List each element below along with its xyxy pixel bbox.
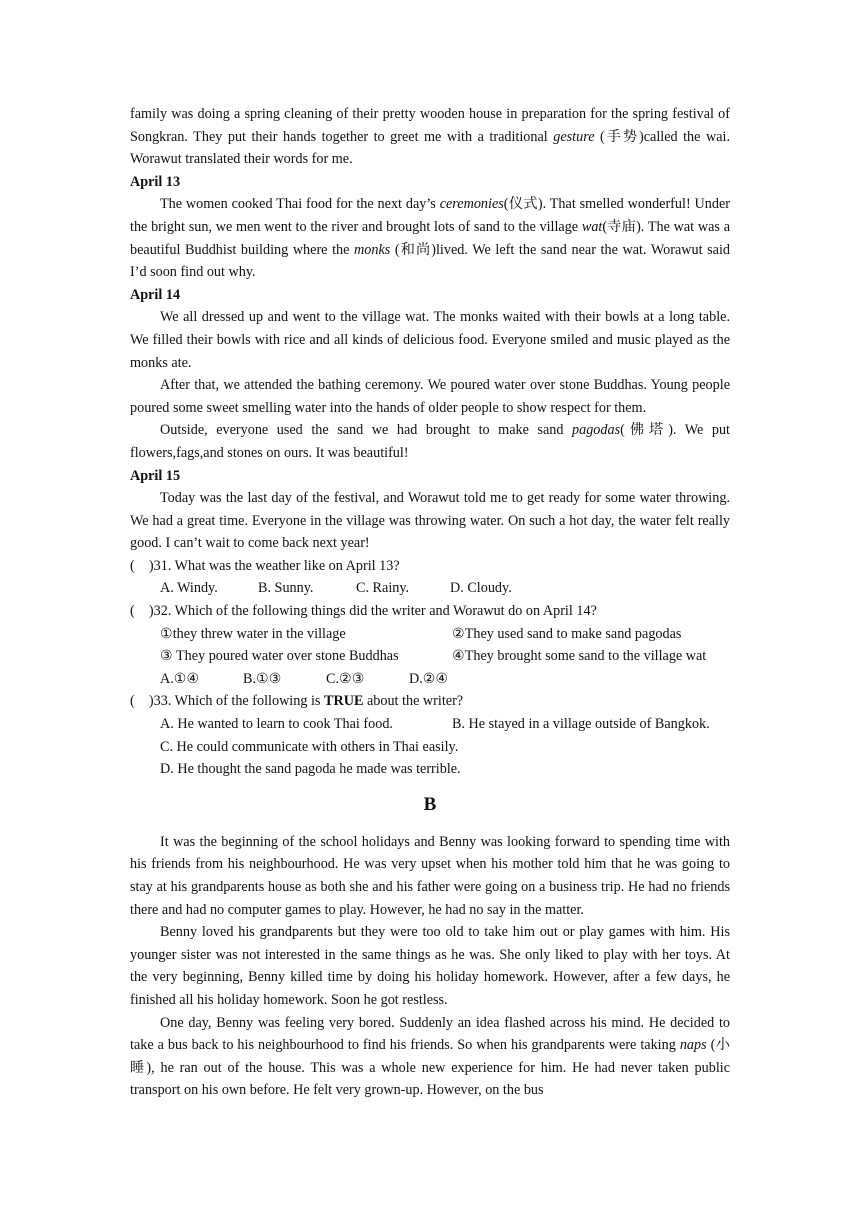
q33-stem-end: about the writer? — [363, 693, 464, 710]
text-run: One day, Benny was feeling very bored. Suddenly an idea flashed across his mind. He decided to take a bus back to his neighbourhood to find his friends. So when his grandparents were taking — [130, 1014, 730, 1054]
text-run: Benny loved his grandparents but they were too old to take him out or play games with him. His younger sister was not interested in the same things as he was. She only liked to play with her toys. At the very beginning, Benny killed time by doing his holiday homework. However, after a few days, he finished all his holiday homework. Soon he got restless. — [130, 924, 730, 1008]
text-run: family was doing a spring cleaning of their pretty wooden house in preparation for the spring festival of Songkran. They put their hands together to greet me with a traditional — [130, 106, 730, 145]
passage-b-paragraph — [130, 831, 730, 921]
q32-items-row-2 — [160, 645, 730, 668]
text-run: It was the beginning of the school holidays and Benny was looking forward to spending time with his friends from his neighbourhood. He was very upset when his mother told him that he was going to stay at his grandparents house as both she and his father were going on a business trip. He had no friends there and had no computer games to play. However, he had no say in the matter. — [130, 833, 730, 918]
italic-term: wat — [581, 218, 603, 235]
text-run: We all dressed up and went to the village wat. The monks waited with their bowls at a long table. We filled their bowls with rice and all kinds of delicious food. Everyone smiled and music played as the monks ate. — [130, 309, 730, 371]
diary-paragraph — [130, 374, 730, 419]
q33-option-d: D. He thought the sand pagoda he made was terrible. — [160, 761, 461, 778]
question-32-options — [160, 668, 730, 691]
diary-date: April 14 — [130, 286, 181, 303]
passage-a-intro — [130, 103, 730, 171]
q32-option-a: A.①④ — [160, 670, 200, 687]
text-run: (佛塔). We put flowers,fags,and stones on ours. It was beautiful! — [130, 422, 730, 461]
diary-entries — [130, 171, 730, 555]
diary-paragraph — [130, 193, 730, 283]
text-run: After that, we attended the bathing ceremony. We poured water over stone Buddhas. Young people poured some sweet smelling water into the hands of older people to show respect for them. — [130, 377, 730, 416]
italic-term: monks — [354, 241, 391, 258]
italic-term: gesture — [553, 128, 595, 145]
q31-option-a: A. Windy. — [160, 580, 218, 597]
text-run: (寺庙). The wat was a beautiful Buddhist building where the — [130, 218, 730, 258]
text-run: (小睡), he ran out of the house. This was a whole new experience for him. He had never taken public transport on his own before. He felt very grown-up. However, on the bus — [130, 1037, 730, 1099]
question-31-options — [160, 577, 730, 600]
question-32: ( )32. Which of the following things did the writer and Worawut do on April 14? — [130, 603, 597, 620]
q32-item-3: ③ They poured water over stone Buddhas — [160, 648, 399, 665]
italic-term: pagodas — [572, 422, 621, 439]
q32-item-2: ②They used sand to make sand pagodas — [452, 625, 682, 642]
document-page — [130, 103, 730, 1102]
diary-paragraph — [130, 487, 730, 555]
q31-option-d: D. Cloudy. — [450, 580, 512, 597]
q32-option-b: B.①③ — [243, 670, 282, 687]
text-run: Today was the last day of the festival, and Worawut told me to get ready for some water throwing. We had a great time. Everyone in the village was throwing water. On such a hot day, the water felt really good. I can’t wait to come back next year! — [130, 490, 730, 552]
q32-item-4: ④They brought some sand to the village wat — [452, 648, 707, 665]
text-run: (手势)called the wai. Worawut translated their words for me. — [130, 128, 730, 168]
q33-option-a: A. He wanted to learn to cook Thai food. — [160, 716, 393, 733]
text-run: (仪式). That smelled wonderful! Under the bright sun, we men went to the river and brought lots of sand to the village — [130, 196, 731, 235]
q31-option-b: B. Sunny. — [258, 580, 314, 597]
question-33 — [130, 690, 730, 713]
q32-item-1: ①they threw water in the village — [160, 625, 346, 642]
diary-date: April 13 — [130, 173, 181, 190]
passage-b — [130, 831, 730, 1102]
passage-b-paragraph — [130, 1012, 730, 1102]
q33-option-b: B. He stayed in a village outside of Bangkok. — [452, 716, 710, 733]
q33-option-c: C. He could communicate with others in Thai easily. — [160, 738, 459, 755]
q32-option-d: D.②④ — [409, 670, 449, 687]
q33-options-row-1 — [160, 713, 730, 736]
q31-option-c: C. Rainy. — [356, 580, 410, 597]
question-31: ( )31. What was the weather like on April 13? — [130, 557, 400, 574]
section-b-title: B — [423, 793, 437, 815]
q33-stem-bold: TRUE — [324, 693, 364, 710]
diary-paragraph — [130, 419, 730, 464]
italic-term: naps — [679, 1037, 707, 1054]
q32-option-c: C.②③ — [326, 670, 365, 687]
diary-date: April 15 — [130, 467, 181, 484]
diary-paragraph — [130, 306, 730, 374]
italic-term: ceremonies — [439, 196, 504, 213]
q32-items-row-1 — [160, 623, 730, 646]
text-run: Outside, everyone used the sand we had brought to make sand — [160, 422, 572, 439]
text-run: The women cooked Thai food for the next day’s — [160, 196, 440, 213]
passage-b-paragraph — [130, 921, 730, 1011]
q33-stem-start: ( )33. Which of the following is — [130, 693, 324, 710]
text-run: (和尚)lived. We left the sand near the wat. Worawut said I’d soon find out why. — [130, 241, 730, 281]
